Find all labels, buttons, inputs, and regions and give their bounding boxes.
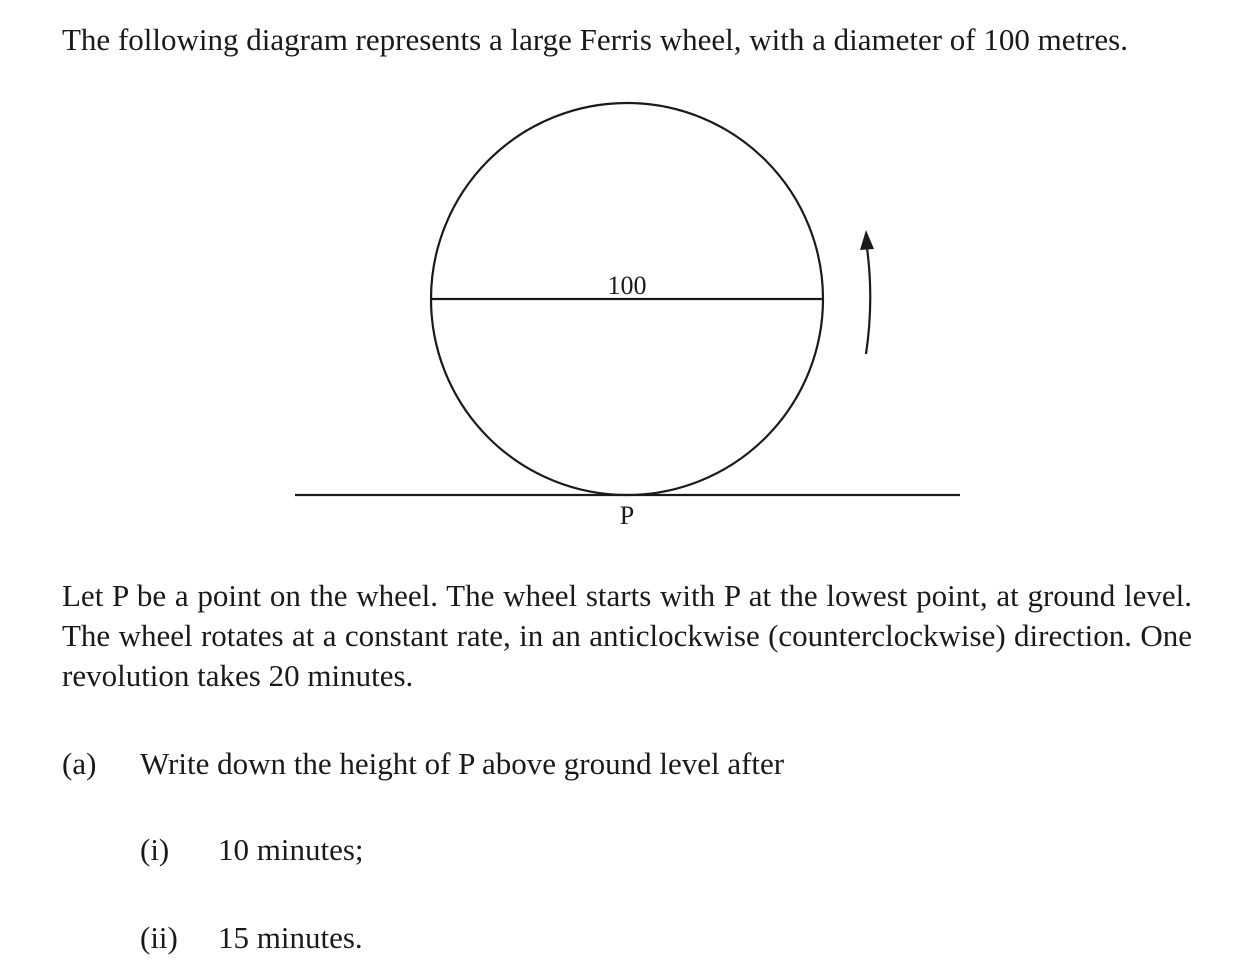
subpart-ii-label: (ii) xyxy=(140,920,178,955)
subpart-i-text: 10 minutes; xyxy=(218,832,364,867)
subpart-i-label: (i) xyxy=(140,832,170,867)
part-a-text: Write down the height of P above ground level after xyxy=(140,746,785,781)
subpart-ii-text: 15 minutes. xyxy=(218,920,363,955)
point-p-label: P xyxy=(619,501,635,530)
diameter-label: 100 xyxy=(607,271,647,300)
part-a-label: (a) xyxy=(62,746,97,781)
rotation-arrowhead xyxy=(860,230,874,250)
rotation-arrow xyxy=(866,248,870,354)
intro-text: The following diagram represents a large Ferris wheel, with a diameter of 100 metres. xyxy=(62,22,1128,57)
problem-paragraph: Let P be a point on the wheel. The wheel starts with P at the lowest point, at ground level. The wheel rotates at a constant rate, in an anticlockwise (counterclockwise) direction. One revolution takes 20 minutes. xyxy=(62,578,1192,693)
